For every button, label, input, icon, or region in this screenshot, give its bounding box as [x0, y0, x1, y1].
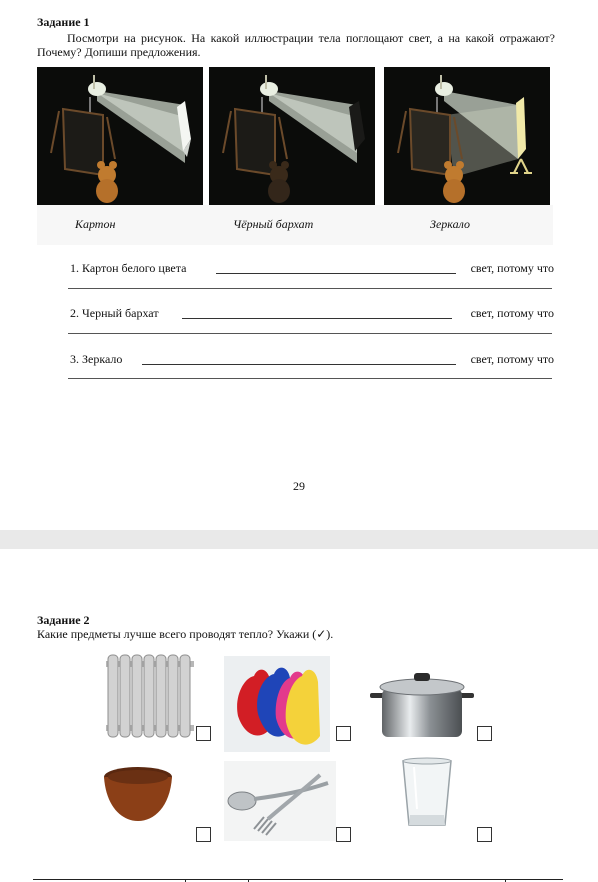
task2-instructions: Какие предметы лучше всего проводят тепло? Укажи (✓).: [37, 627, 334, 641]
checkbox-metal-pot[interactable]: [477, 726, 492, 741]
answer-blank-2[interactable]: [182, 318, 452, 319]
checkbox-glass-cup[interactable]: [477, 827, 492, 842]
checkbox-spoon-fork[interactable]: [336, 827, 351, 842]
answer-line-2[interactable]: [68, 333, 552, 334]
caption-black-velvet: Чёрный бархат: [233, 217, 314, 231]
task1-title: Задание 1: [37, 15, 90, 29]
question-2: [70, 306, 554, 322]
rubber-gloves-icon: [224, 656, 330, 757]
question-2-label: 2. Черный бархат: [70, 306, 159, 320]
worksheet-page-2: [0, 549, 598, 882]
answer-blank-1[interactable]: [216, 273, 456, 274]
checkbox-rubber-gloves[interactable]: [336, 726, 351, 741]
caption-mirror: Зеркало: [430, 217, 470, 231]
wooden-bowl-icon: [102, 765, 174, 828]
radiator-icon: [104, 653, 196, 744]
question-3-label: 3. Зеркало: [70, 352, 123, 366]
answer-line-3[interactable]: [68, 378, 552, 379]
glass-cup-icon: [400, 757, 454, 834]
question-2-ending: свет, потому что: [470, 306, 554, 320]
task2-title: Задание 2: [37, 613, 90, 627]
page-number: 29: [293, 479, 305, 493]
photo-mirror: [384, 67, 550, 205]
question-1-ending: свет, потому что: [470, 261, 554, 275]
task1-instructions: Посмотри на рисунок. На какой иллюстрации тела поглощают свет, а на какой отражают? Почему? Допиши предложения.: [37, 31, 555, 59]
photo-cardboard: [37, 67, 203, 205]
question-3: [70, 352, 554, 368]
checkbox-radiator[interactable]: [196, 726, 211, 741]
checkbox-wooden-bowl[interactable]: [196, 827, 211, 842]
answer-line-1[interactable]: [68, 288, 552, 289]
photo-black-velvet: [209, 67, 375, 205]
answer-blank-3[interactable]: [142, 364, 456, 365]
question-1: [70, 261, 554, 277]
question-3-ending: свет, потому что: [470, 352, 554, 366]
question-1-label: 1. Картон белого цвета: [70, 261, 187, 275]
spoon-fork-icon: [224, 761, 336, 846]
metal-pot-icon: [368, 669, 476, 746]
caption-cardboard: Картон: [75, 217, 116, 231]
